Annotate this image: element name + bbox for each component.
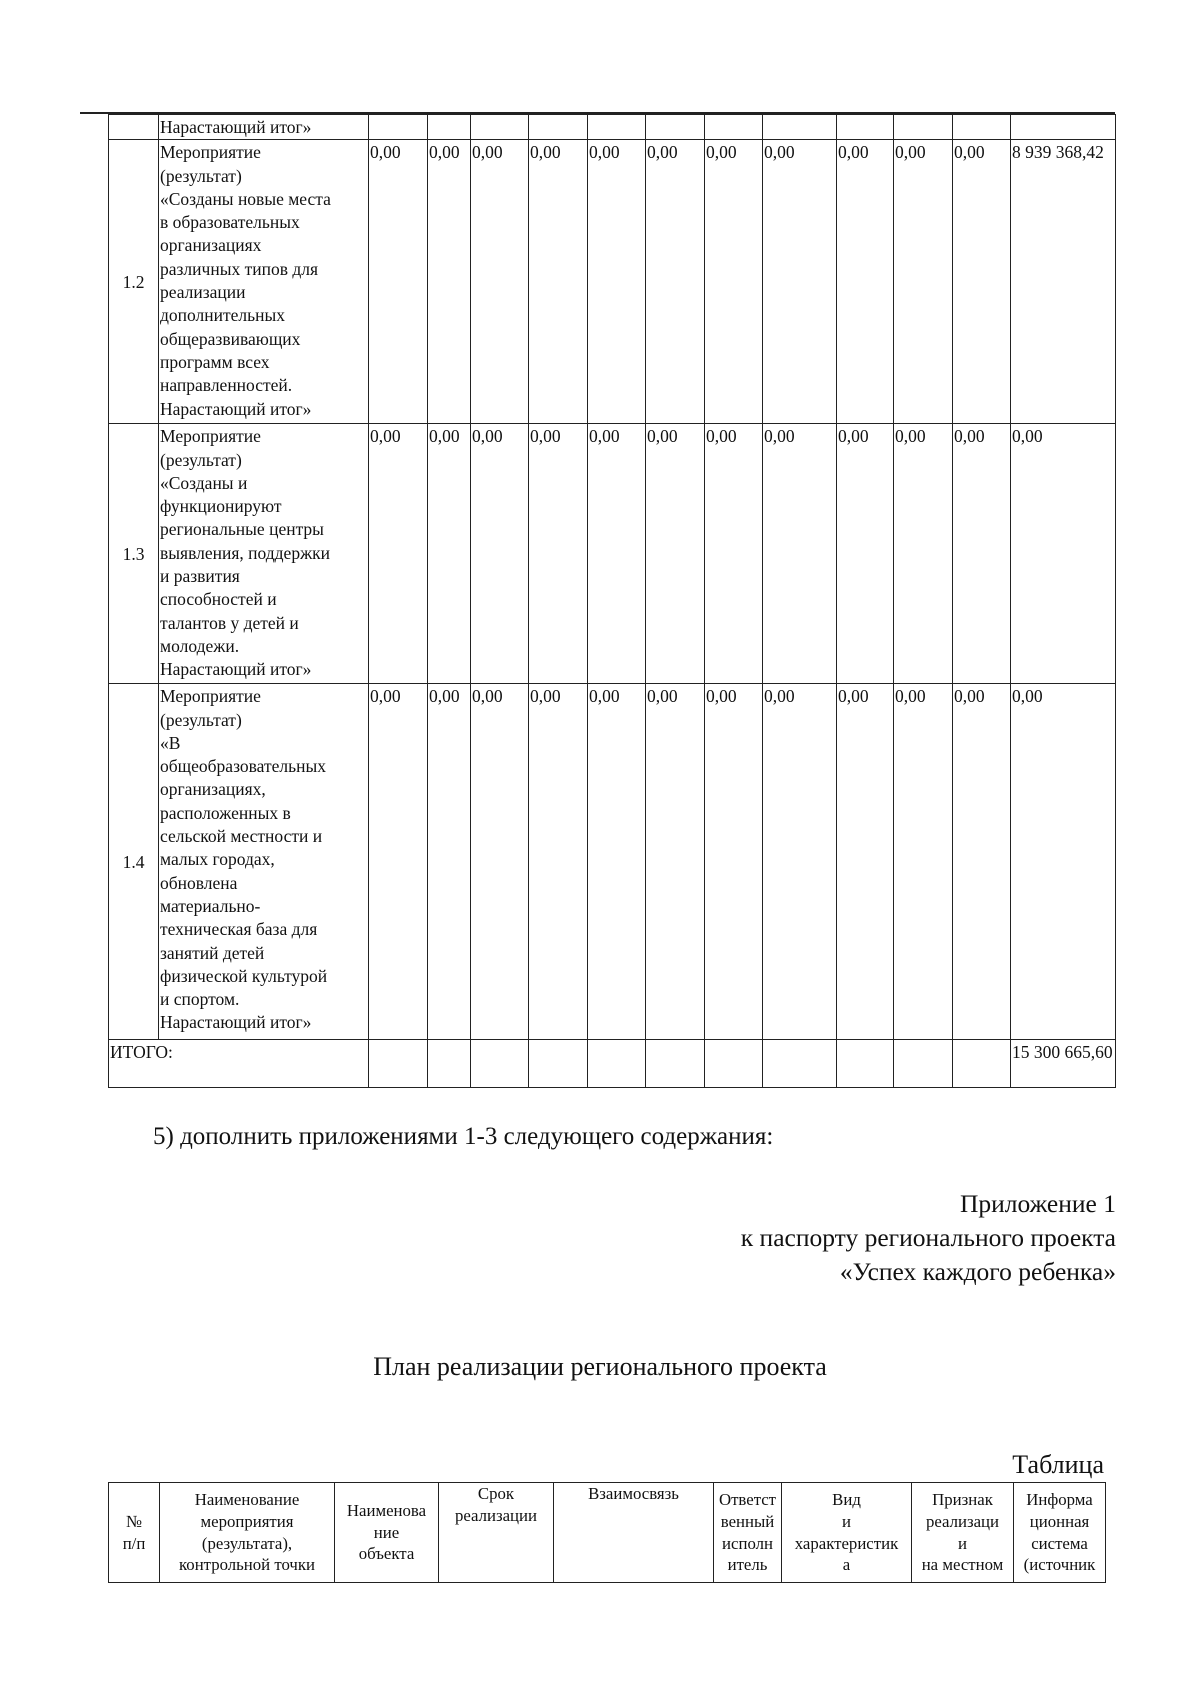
value-cell: 0,00 bbox=[428, 424, 471, 684]
table-row bbox=[109, 115, 1116, 140]
value-cell: 0,00 bbox=[646, 424, 705, 684]
value-cell: 0,00 bbox=[471, 684, 529, 1040]
row-description: Мероприятие (результат) «Созданы и функционируют региональные центры выявления, поддержки и развития способностей и талантов у детей и молодежи. Нарастающий итог» bbox=[159, 424, 369, 684]
value-cell: 0,00 bbox=[763, 140, 837, 424]
plan-header-cell: Наименова ние объекта bbox=[335, 1483, 439, 1583]
value-cell: 0,00 bbox=[588, 424, 646, 684]
value-cell bbox=[471, 115, 529, 140]
total-value-cell bbox=[369, 1040, 428, 1088]
row-number bbox=[109, 115, 159, 140]
value-cell: 0,00 bbox=[529, 424, 588, 684]
value-cell: 0,00 bbox=[837, 684, 894, 1040]
plan-header-cell: Признак реализаци и на местном bbox=[912, 1483, 1014, 1583]
value-cell bbox=[588, 115, 646, 140]
value-cell: 0,00 bbox=[1011, 684, 1116, 1040]
value-cell: 0,00 bbox=[763, 684, 837, 1040]
total-row bbox=[109, 1040, 1116, 1088]
row-description: Нарастающий итог» bbox=[159, 115, 369, 140]
total-value-cell bbox=[953, 1040, 1011, 1088]
table-row bbox=[109, 140, 1116, 424]
total-value-cell bbox=[588, 1040, 646, 1088]
appendix-heading bbox=[741, 1187, 1116, 1289]
value-cell: 0,00 bbox=[646, 684, 705, 1040]
row-description: Мероприятие (результат) «Созданы новые места в образовательных организациях различных типов для реализации дополнительных общеразвивающих программ всех направленностей. Нарастающий итог» bbox=[159, 140, 369, 424]
plan-header-cell: Срок реализации bbox=[439, 1483, 554, 1583]
value-cell: 0,00 bbox=[894, 684, 953, 1040]
value-cell: 0,00 bbox=[428, 684, 471, 1040]
value-cell: 0,00 bbox=[529, 140, 588, 424]
value-cell: 0,00 bbox=[471, 424, 529, 684]
value-cell bbox=[428, 115, 471, 140]
total-value-cell bbox=[705, 1040, 763, 1088]
plan-table bbox=[108, 1482, 1106, 1583]
value-cell: 0,00 bbox=[369, 140, 428, 424]
value-cell bbox=[763, 115, 837, 140]
value-cell: 0,00 bbox=[953, 424, 1011, 684]
table-row bbox=[109, 424, 1116, 684]
value-cell: 0,00 bbox=[1011, 424, 1116, 684]
plan-header-cell: Ответст венный исполн итель bbox=[714, 1483, 782, 1583]
value-cell bbox=[953, 115, 1011, 140]
value-cell: 0,00 bbox=[588, 684, 646, 1040]
value-cell bbox=[369, 115, 428, 140]
value-cell: 0,00 bbox=[471, 140, 529, 424]
value-cell: 0,00 bbox=[894, 140, 953, 424]
value-cell: 0,00 bbox=[837, 424, 894, 684]
table-label: Таблица bbox=[1012, 1450, 1104, 1479]
plan-header-cell: Информа ционная система (источник bbox=[1014, 1483, 1106, 1583]
row-number: 1.4 bbox=[109, 684, 159, 1040]
value-cell bbox=[529, 115, 588, 140]
value-cell: 0,00 bbox=[953, 684, 1011, 1040]
plan-title: План реализации регионального проекта bbox=[373, 1352, 827, 1381]
row-description: Мероприятие (результат) «В общеобразовательных организациях, расположенных в сельской местности и малых городах, обновлена материально- техническая база для занятий детей физической культурой и спортом. Нарастающий итог» bbox=[159, 684, 369, 1040]
total-value-cell bbox=[763, 1040, 837, 1088]
value-cell: 0,00 bbox=[529, 684, 588, 1040]
appendix-line-3: «Успех каждого ребенка» bbox=[839, 1257, 1116, 1286]
value-cell: 0,00 bbox=[369, 684, 428, 1040]
plan-header-cell: № п/п bbox=[109, 1483, 160, 1583]
total-value-cell: 15 300 665,60 bbox=[1011, 1040, 1116, 1088]
value-cell bbox=[646, 115, 705, 140]
value-cell bbox=[837, 115, 894, 140]
budget-table bbox=[108, 114, 1116, 1088]
value-cell bbox=[705, 115, 763, 140]
total-value-cell bbox=[894, 1040, 953, 1088]
paragraph: 5) дополнить приложениями 1-3 следующего содержания: bbox=[153, 1123, 774, 1150]
plan-header-cell: Наименование мероприятия (результата), контрольной точки bbox=[160, 1483, 335, 1583]
value-cell: 8 939 368,42 bbox=[1011, 140, 1116, 424]
plan-header-cell: Вид и характеристик а bbox=[782, 1483, 912, 1583]
value-cell: 0,00 bbox=[763, 424, 837, 684]
row-number: 1.3 bbox=[109, 424, 159, 684]
total-label: ИТОГО: bbox=[109, 1040, 369, 1088]
total-value-cell bbox=[428, 1040, 471, 1088]
appendix-line-1: Приложение 1 bbox=[960, 1189, 1116, 1218]
value-cell: 0,00 bbox=[837, 140, 894, 424]
appendix-line-2: к паспорту регионального проекта bbox=[740, 1223, 1116, 1252]
total-value-cell bbox=[471, 1040, 529, 1088]
table-row bbox=[109, 684, 1116, 1040]
value-cell: 0,00 bbox=[588, 140, 646, 424]
value-cell: 0,00 bbox=[705, 424, 763, 684]
value-cell: 0,00 bbox=[953, 140, 1011, 424]
total-value-cell bbox=[837, 1040, 894, 1088]
value-cell: 0,00 bbox=[369, 424, 428, 684]
row-number: 1.2 bbox=[109, 140, 159, 424]
value-cell: 0,00 bbox=[646, 140, 705, 424]
value-cell: 0,00 bbox=[705, 684, 763, 1040]
plan-header-cell: Взаимосвязь bbox=[554, 1483, 714, 1583]
total-value-cell bbox=[646, 1040, 705, 1088]
value-cell bbox=[894, 115, 953, 140]
value-cell: 0,00 bbox=[428, 140, 471, 424]
value-cell bbox=[1011, 115, 1116, 140]
value-cell: 0,00 bbox=[705, 140, 763, 424]
plan-table-header-row bbox=[109, 1483, 1106, 1583]
total-value-cell bbox=[529, 1040, 588, 1088]
value-cell: 0,00 bbox=[894, 424, 953, 684]
